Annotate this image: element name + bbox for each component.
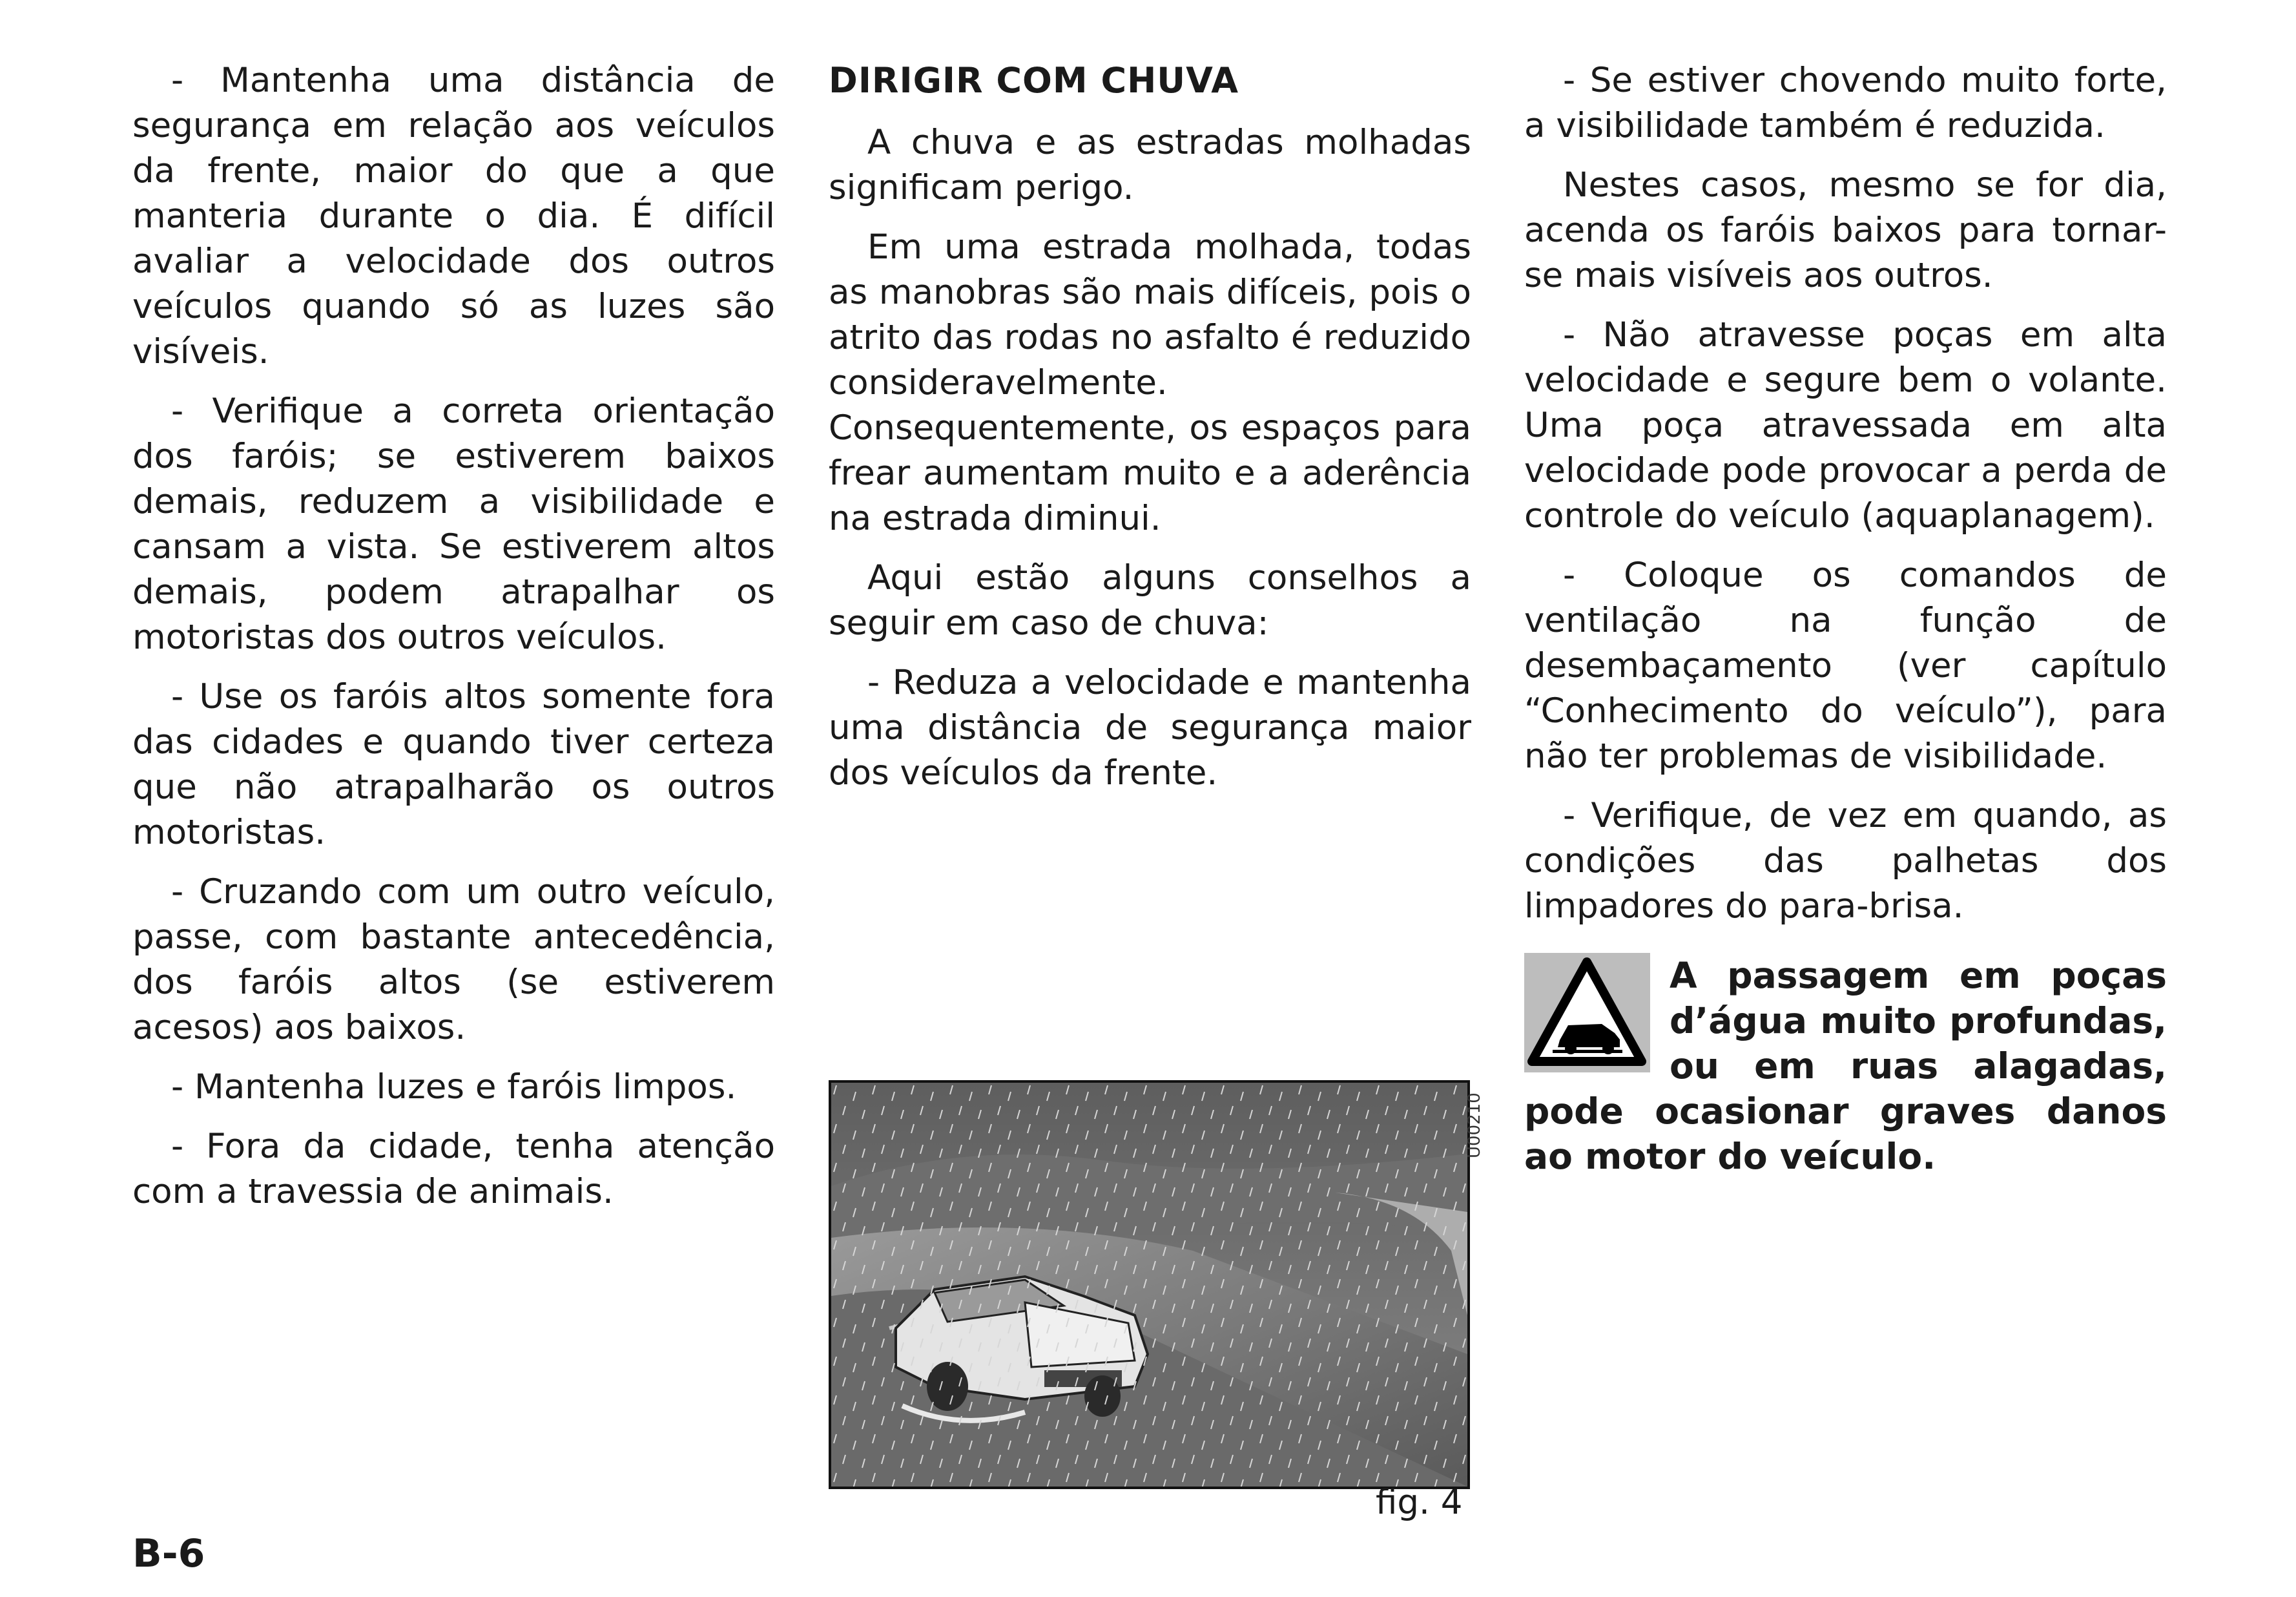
paragraph: - Fora da cidade, tenha atenção com a travessia de animais. — [132, 1127, 775, 1211]
paragraph: - Reduza a velocidade e mantenha uma distância de segurança maior dos veículos da frente. — [829, 663, 1471, 793]
paragraph: A chuva e as estradas molhadas significam perigo. — [829, 123, 1471, 207]
section-heading: DIRIGIR COM CHUVA — [829, 60, 1239, 101]
warning-text: A passagem em poças d’água muito profundas, ou em ruas alagadas, pode ocasionar graves danos ao motor do veículo. — [1524, 955, 2167, 1177]
warning-box — [1524, 953, 2167, 1179]
figure-caption: fig. 4 — [1376, 1483, 1463, 1522]
paragraph: - Mantenha luzes e faróis limpos. — [171, 1067, 737, 1107]
column-2 — [829, 58, 1471, 810]
paragraph: Em uma estrada molhada, todas as manobras são mais difíceis, pois o atrito das rodas no asfalto é reduzido consideravelmente. Consequentemente, os espaços para frear aumentam muito e a aderência na estrada diminui. — [829, 227, 1471, 538]
column-3 — [1524, 58, 2167, 943]
paragraph: Nestes casos, mesmo se for dia, acenda os faróis baixos para tornar-se mais visíveis aos outros. — [1524, 165, 2167, 295]
paragraph: - Não atravesse poças em alta velocidade e segure bem o volante. Uma poça atravessada em alta velocidade pode provocar a perda de controle do veículo (aquaplanagem). — [1524, 315, 2167, 536]
paragraph: - Use os faróis altos somente fora das cidades e quando tiver certeza que não atrapalharão os outros motoristas. — [132, 677, 775, 852]
column-1 — [132, 58, 775, 1229]
paragraph: - Verifique a correta orientação dos faróis; se estiverem baixos demais, reduzem a visibilidade e cansam a vista. Se estiverem altos demais, podem atrapalhar os motoristas dos outros veículos. — [132, 391, 775, 657]
paragraph: Aqui estão alguns conselhos a seguir em caso de chuva: — [829, 558, 1471, 643]
paragraph: - Cruzando com um outro veículo, passe, com bastante antecedência, dos faróis altos (se estiverem acesos) aos baixos. — [132, 872, 775, 1047]
figure-code: U00210 — [1465, 1092, 1484, 1158]
paragraph: - Coloque os comandos de ventilação na função de desembaçamento (ver capítulo “Conhecimento do veículo”), para não ter problemas de visibilidade. — [1524, 556, 2167, 776]
paragraph: - Se estiver chovendo muito forte, a visibilidade também é reduzida. — [1524, 61, 2167, 145]
page-number: B-6 — [132, 1531, 205, 1576]
paragraph: - Mantenha uma distância de segurança em relação aos veículos da frente, maior do que a que manteria durante o dia. É difícil avaliar a velocidade dos outros veículos quando só as luzes são visíveis. — [132, 61, 775, 371]
paragraph: - Verifique, de vez em quando, as condições das palhetas dos limpadores do para-brisa. — [1524, 796, 2167, 926]
rain-driving-illustration — [829, 1080, 1470, 1489]
warning-triangle-car-icon — [1524, 953, 1650, 1072]
